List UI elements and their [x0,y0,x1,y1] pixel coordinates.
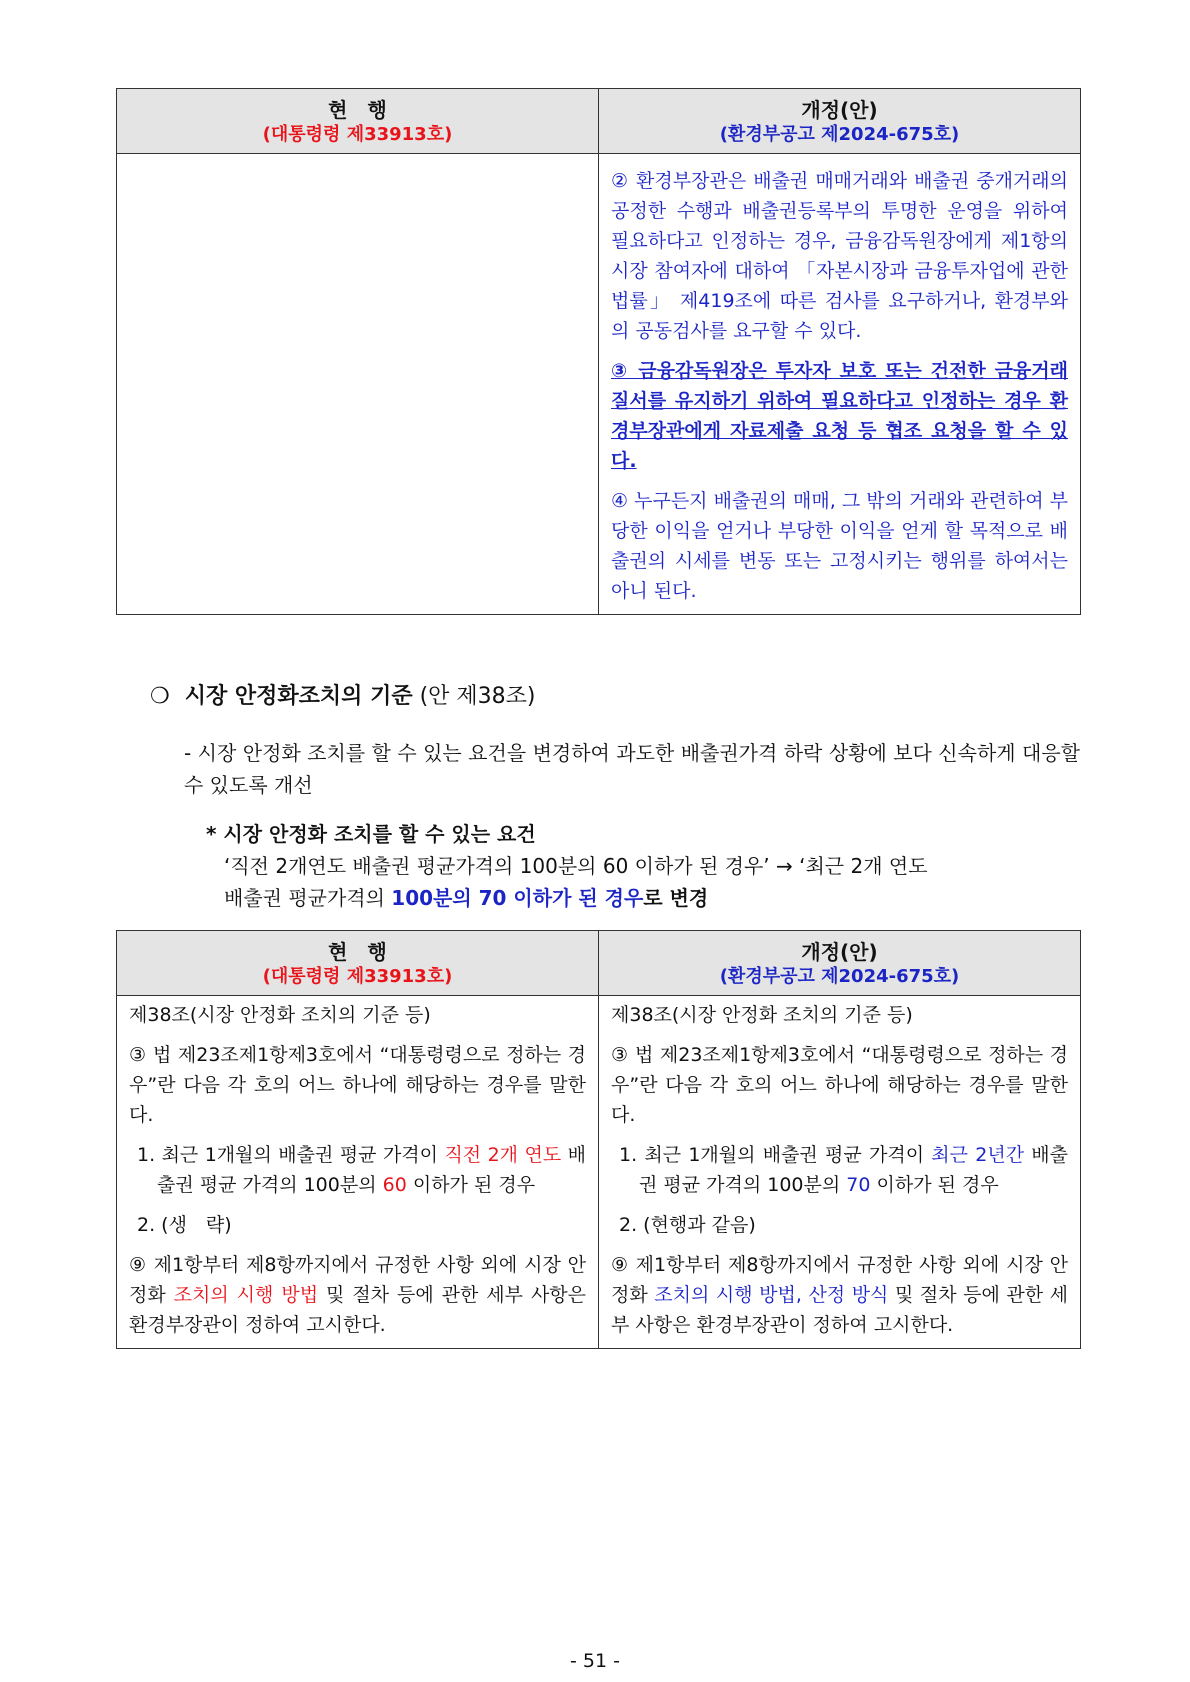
current-header [117,89,599,154]
note-line-2 [224,882,1080,914]
proposed-header [599,89,1081,154]
comparison-table-1 [116,88,1081,615]
current-paragraph-3: ③ 법 제23조제1항제3호에서 “대통령령으로 정하는 경우”란 다음 각 호의 어느 하나에 해당하는 경우를 말한다. [129,1044,586,1126]
proposed-paragraph-9-a: ⑨ 제1항부터 제8항까지에서 규정한 사항 외에 시장 안정화 [611,1254,1068,1306]
current-item-1-a: 1. 최근 1개월의 배출권 평균 가격이 [137,1144,445,1166]
proposed-item-1 [611,1140,1068,1200]
proposed-paragraph-4: ④ 누구든지 배출권의 매매, 그 밖의 거래와 관련하여 부당한 이익을 얻거나 부당한 이익을 얻게 할 목적으로 배출권의 시세를 변동 또는 고정시키는 행위를 하여서는 아니 된다. [611,490,1068,602]
section-description: - 시장 안정화 조치를 할 수 있는 요건을 변경하여 과도한 배출권가격 하락 상황에 보다 신속하게 대응할 수 있도록 개선 [184,741,1080,797]
note-line-2-a: 배출권 평균가격의 [224,886,392,910]
current-cell-empty [117,154,599,615]
current-item-1-ratio: 60 [382,1174,407,1196]
note-line-1: ‘직전 2개연도 배출권 평균가격의 100분의 60 이하가 된 경우’ → ‘최근 2개 연도 [224,854,928,878]
proposed-cell [599,154,1081,615]
current-paragraph-9 [129,1250,586,1340]
current-item-2: 2. (생 략) [137,1214,232,1236]
current-item-1 [129,1140,586,1200]
proposed-item-1-e: 이하가 된 경우 [870,1174,999,1196]
current-article-cell [117,996,599,1349]
proposed-item-1-ratio: 70 [846,1174,871,1196]
proposed-item-1-period: 최근 2년간 [931,1144,1025,1166]
current-header-sub: (대통령령 제33913호) [262,124,453,145]
page-number: - 51 - [570,1650,620,1672]
note-line-2-highlight: 100분의 70 이하가 된 경우 [391,886,644,910]
proposed-header-title: 개정(안) [801,98,878,122]
proposed-paragraph-9 [611,1250,1068,1340]
current-paragraph-9-a: ⑨ 제1항부터 제8항까지에서 규정한 사항 외에 시장 안정화 [129,1254,586,1306]
proposed-header-sub: (환경부공고 제2024-675호) [719,966,960,987]
section-title: 시장 안정화조치의 기준 [184,684,413,709]
proposed-article-cell [599,996,1081,1349]
proposed-header-title: 개정(안) [801,940,878,964]
current-article-title: 제38조(시장 안정화 조치의 기준 등) [129,1004,431,1026]
circle-bullet-icon: ❍ [150,684,170,709]
proposed-paragraph-9-highlight: 조치의 시행 방법, 산정 방식 [654,1284,889,1306]
current-item-1-period: 직전 2개 연도 [444,1144,562,1166]
proposed-header [599,931,1081,996]
current-item-1-e: 이하가 된 경우 [406,1174,536,1196]
current-item-1-c: 배출권 평균 가격의 100분의 [157,1144,586,1196]
proposed-item-1-a: 1. 최근 1개월의 배출권 평균 가격이 [619,1144,932,1166]
current-header-title: 현 행 [328,98,387,122]
section-heading [150,682,536,712]
proposed-paragraph-2: ② 환경부장관은 배출권 매매거래와 배출권 중개거래의 공정한 수행과 배출권등록부의 투명한 운영을 위하여 필요하다고 인정하는 경우, 금융감독원장에게 제1항의 시장 참여자에 대하여 「자본시장과 금융투자업에 관한 법률」 제419조에 따른 검사를 요구하거나, 환경부와의 공동검사를 요구할 수 있다. [611,170,1068,342]
proposed-paragraph-3: ③ 법 제23조제1항제3호에서 “대통령령으로 정하는 경우”란 다음 각 호의 어느 하나에 해당하는 경우를 말한다. [611,1044,1068,1126]
proposed-header-sub: (환경부공고 제2024-675호) [719,124,960,145]
current-header-sub: (대통령령 제33913호) [262,966,453,987]
current-paragraph-9-c: 및 절차 등에 관한 세부 사항은 환경부장관이 정하여 고시한다. [129,1284,587,1336]
proposed-paragraph-3: ③ 금융감독원장은 투자자 보호 또는 건전한 금융거래질서를 유지하기 위하여 필요하다고 인정하는 경우 환경부장관에게 자료제출 요청 등 협조 요청을 할 수 있다. [611,360,1068,472]
proposed-paragraph-9-c: 및 절차 등에 관한 세부 사항은 환경부장관이 정하여 고시한다. [611,1284,1069,1336]
proposed-item-2: 2. (현행과 같음) [619,1214,756,1236]
proposed-item-1-c: 배출권 평균 가격의 100분의 [639,1144,1068,1196]
current-paragraph-9-highlight: 조치의 시행 방법 [173,1284,319,1306]
proposed-article-title: 제38조(시장 안정화 조치의 기준 등) [611,1004,913,1026]
note-line-2-c: 로 변경 [643,886,709,910]
section-ref: (안 제38조) [419,684,536,709]
current-header [117,931,599,996]
current-header-title: 현 행 [328,940,387,964]
comparison-table-2 [116,930,1081,1349]
note-title: * 시장 안정화 조치를 할 수 있는 요건 [206,822,536,846]
